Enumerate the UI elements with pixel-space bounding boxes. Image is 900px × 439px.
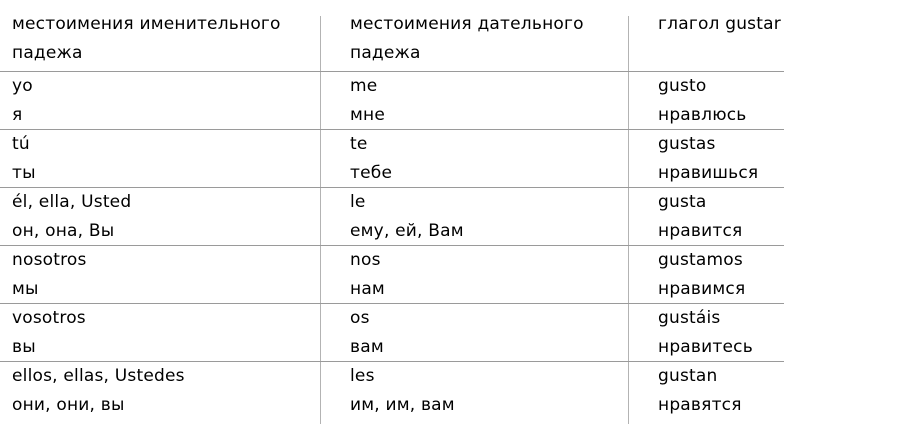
cell-nominative-translation: они, они, вы xyxy=(12,395,125,415)
cell-dative: le xyxy=(350,192,366,212)
cell-verb: gustamos xyxy=(658,250,743,270)
cell-verb: gusta xyxy=(658,192,707,212)
cell-verb-translation: нравлюсь xyxy=(658,105,747,125)
header-nominative: местоимения именительного падежа xyxy=(12,14,281,63)
cell-dative-translation: ему, ей, Вам xyxy=(350,221,464,241)
cell-verb-translation: нравимся xyxy=(658,279,746,299)
cell-nominative-translation: вы xyxy=(12,337,36,357)
cell-dative: nos xyxy=(350,250,381,270)
cell-nominative: él, ella, Usted xyxy=(12,192,132,212)
cell-verb-translation: нравишься xyxy=(658,163,759,183)
cell-verb: gustan xyxy=(658,366,718,386)
cell-dative-translation: им, им, вам xyxy=(350,395,455,415)
header-dative: местоимения дательного падежа xyxy=(350,14,584,63)
cell-nominative-translation: он, она, Вы xyxy=(12,221,115,241)
cell-verb: gustas xyxy=(658,134,716,154)
cell-dative: me xyxy=(350,76,378,96)
column-divider xyxy=(628,16,629,424)
cell-nominative: yo xyxy=(12,76,33,96)
cell-dative: te xyxy=(350,134,368,154)
cell-nominative: tú xyxy=(12,134,30,154)
cell-verb: gusto xyxy=(658,76,707,96)
cell-nominative-translation: мы xyxy=(12,279,39,299)
cell-nominative-translation: ты xyxy=(12,163,36,183)
cell-verb-translation: нравятся xyxy=(658,395,742,415)
column-divider xyxy=(320,16,321,424)
header-verb: глагол gustar xyxy=(658,14,781,34)
cell-dative: os xyxy=(350,308,370,328)
cell-dative: les xyxy=(350,366,375,386)
cell-nominative: vosotros xyxy=(12,308,86,328)
cell-nominative-translation: я xyxy=(12,105,23,125)
cell-dative-translation: вам xyxy=(350,337,384,357)
cell-nominative: ellos, ellas, Ustedes xyxy=(12,366,185,386)
cell-dative-translation: нам xyxy=(350,279,385,299)
cell-verb-translation: нравится xyxy=(658,221,743,241)
cell-verb: gustáis xyxy=(658,308,721,328)
cell-dative-translation: мне xyxy=(350,105,385,125)
cell-verb-translation: нравитесь xyxy=(658,337,753,357)
cell-dative-translation: тебе xyxy=(350,163,393,183)
cell-nominative: nosotros xyxy=(12,250,87,270)
